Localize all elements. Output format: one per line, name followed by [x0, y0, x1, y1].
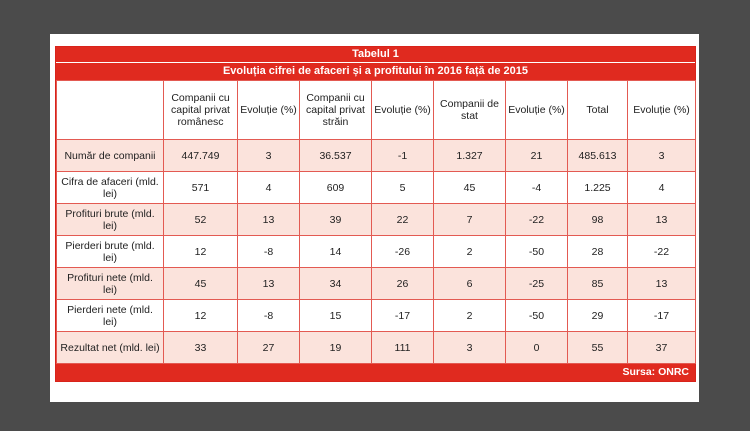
table-cell: -8 — [238, 236, 300, 268]
table-cell: 1.327 — [434, 140, 506, 172]
header-row — [57, 81, 696, 140]
table-cell: 571 — [164, 172, 238, 204]
table-cell: 55 — [568, 332, 628, 364]
header-cell-state: Companii de stat — [434, 81, 506, 140]
table-cell: -17 — [372, 300, 434, 332]
header-cell-evolution-foreign: Evoluție (%) — [372, 81, 434, 140]
document-frame — [50, 34, 699, 402]
row-label: Număr de companii — [57, 140, 164, 172]
table-cell: 13 — [238, 268, 300, 300]
table-cell: 98 — [568, 204, 628, 236]
table-subtitle: Evoluția cifrei de afaceri și a profitului în 2016 față de 2015 — [56, 63, 695, 80]
row-label: Cifra de afaceri (mld. lei) — [57, 172, 164, 204]
table-row — [57, 172, 696, 204]
table-cell: 485.613 — [568, 140, 628, 172]
table-cell: 39 — [300, 204, 372, 236]
table-cell: 3 — [628, 140, 696, 172]
table-cell: -4 — [506, 172, 568, 204]
row-label: Pierderi nete (mld. lei) — [57, 300, 164, 332]
table-cell: 13 — [238, 204, 300, 236]
header-cell-evolution-total: Evoluție (%) — [628, 81, 696, 140]
table-cell: 5 — [372, 172, 434, 204]
table-cell: 3 — [434, 332, 506, 364]
table-cell: 609 — [300, 172, 372, 204]
row-label: Profituri brute (mld. lei) — [57, 204, 164, 236]
table-cell: 15 — [300, 300, 372, 332]
table-cell: 2 — [434, 236, 506, 268]
table-row — [57, 332, 696, 364]
table-cell: 7 — [434, 204, 506, 236]
table-cell: -50 — [506, 236, 568, 268]
table-cell: 28 — [568, 236, 628, 268]
table-row — [57, 236, 696, 268]
table-cell: 1.225 — [568, 172, 628, 204]
table-cell: 22 — [372, 204, 434, 236]
table-row — [57, 300, 696, 332]
row-label: Rezultat net (mld. lei) — [57, 332, 164, 364]
table-row — [57, 268, 696, 300]
table-cell: 13 — [628, 268, 696, 300]
header-cell-empty — [57, 81, 164, 140]
header-cell-private-foreign: Companii cu capital privat străin — [300, 81, 372, 140]
table-cell: 447.749 — [164, 140, 238, 172]
table-cell: 52 — [164, 204, 238, 236]
data-table-container — [55, 46, 696, 382]
row-label: Profituri nete (mld. lei) — [57, 268, 164, 300]
table-cell: 111 — [372, 332, 434, 364]
table-cell: -8 — [238, 300, 300, 332]
header-cell-evolution-ro: Evoluție (%) — [238, 81, 300, 140]
table-cell: -50 — [506, 300, 568, 332]
table-cell: 2 — [434, 300, 506, 332]
table-cell: 13 — [628, 204, 696, 236]
table-cell: 85 — [568, 268, 628, 300]
table-cell: 34 — [300, 268, 372, 300]
header-cell-evolution-state: Evoluție (%) — [506, 81, 568, 140]
table-cell: 26 — [372, 268, 434, 300]
table-cell: 27 — [238, 332, 300, 364]
table-cell: -22 — [506, 204, 568, 236]
table-cell: -17 — [628, 300, 696, 332]
table-cell: 37 — [628, 332, 696, 364]
table-source: Sursa: ONRC — [56, 364, 695, 381]
table-row — [57, 204, 696, 236]
table-cell: -22 — [628, 236, 696, 268]
header-cell-total: Total — [568, 81, 628, 140]
table-title: Tabelul 1 — [56, 47, 695, 63]
table-body — [57, 140, 696, 364]
table-cell: 33 — [164, 332, 238, 364]
table-cell: -1 — [372, 140, 434, 172]
table-cell: 6 — [434, 268, 506, 300]
table-cell: 19 — [300, 332, 372, 364]
row-label: Pierderi brute (mld. lei) — [57, 236, 164, 268]
table-cell: -25 — [506, 268, 568, 300]
table-cell: -26 — [372, 236, 434, 268]
table-cell: 29 — [568, 300, 628, 332]
table-cell: 4 — [238, 172, 300, 204]
table-cell: 12 — [164, 236, 238, 268]
table-cell: 21 — [506, 140, 568, 172]
table-cell: 36.537 — [300, 140, 372, 172]
table-cell: 4 — [628, 172, 696, 204]
table-row — [57, 140, 696, 172]
table-cell: 14 — [300, 236, 372, 268]
header-cell-private-ro: Companii cu capital privat românesc — [164, 81, 238, 140]
table-cell: 3 — [238, 140, 300, 172]
table-cell: 45 — [164, 268, 238, 300]
table-cell: 45 — [434, 172, 506, 204]
table-cell: 0 — [506, 332, 568, 364]
table-cell: 12 — [164, 300, 238, 332]
data-table — [56, 80, 696, 364]
